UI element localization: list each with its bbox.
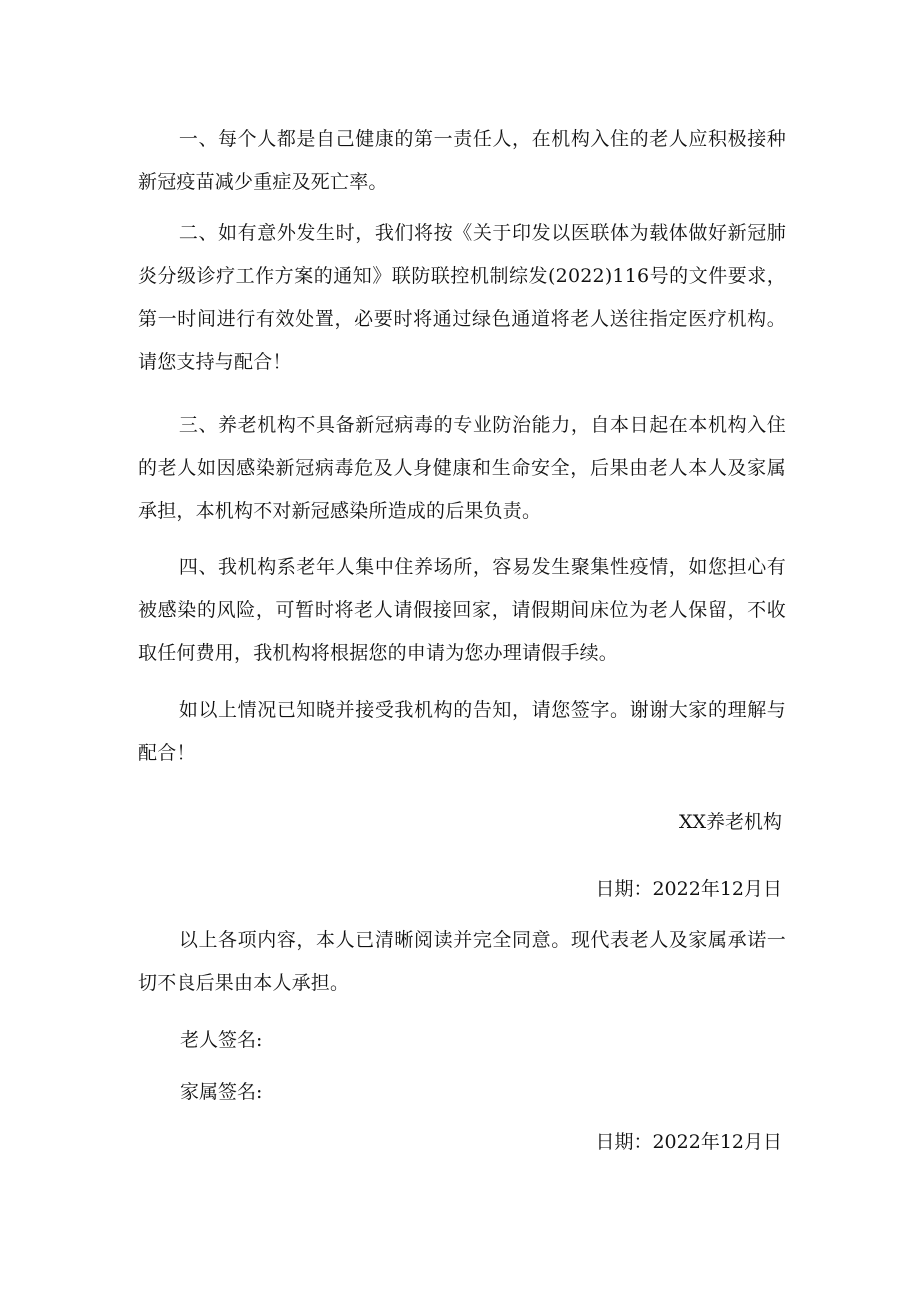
family-signature-label: 家属签名:	[180, 1081, 263, 1103]
elder-signature-label: 老人签名:	[180, 1029, 263, 1051]
paragraph-vaccination: 一、每个人都是自己健康的第一责任人，在机构入住的老人应积极接种新冠疫苗减少重症及死亡率。	[138, 128, 786, 193]
paragraph-signature-request: 如以上情况已知晓并接受我机构的告知，请您签字。谢谢大家的理解与配合！	[138, 699, 786, 764]
institution-name: XX养老机构	[678, 811, 782, 833]
signature-date: 日期：2022年12月日	[595, 1131, 782, 1153]
paragraph-liability: 三、养老机构不具备新冠病毒的专业防治能力，自本日起在本机构入住的老人如因感染新冠病毒危及人身健康和生命安全，后果由老人本人及家属承担，本机构不对新冠感染所造成的后果负责。	[138, 414, 786, 522]
paragraph-leave-option: 四、我机构系老年人集中住养场所，容易发生聚集性疫情，如您担心有被感染的风险，可暂时将老人请假接回家，请假期间床位为老人保留，不收取任何费用，我机构将根据您的申请为您办理请假手续。	[138, 556, 786, 664]
paragraph-emergency-handling: 二、如有意外发生时，我们将按《关于印发以医联体为载体做好新冠肺炎分级诊疗工作方案的通知》联防联控机制综发(2022)116号的文件要求，第一时间进行有效处置，必要时将通过绿色通道将老人送往指定医疗机构。请您支持与配合！	[138, 222, 786, 373]
agreement-statement: 以上各项内容，本人已清晰阅读并完全同意。现代表老人及家属承诺一切不良后果由本人承担。	[138, 929, 786, 994]
institution-date: 日期：2022年12月日	[595, 878, 782, 900]
